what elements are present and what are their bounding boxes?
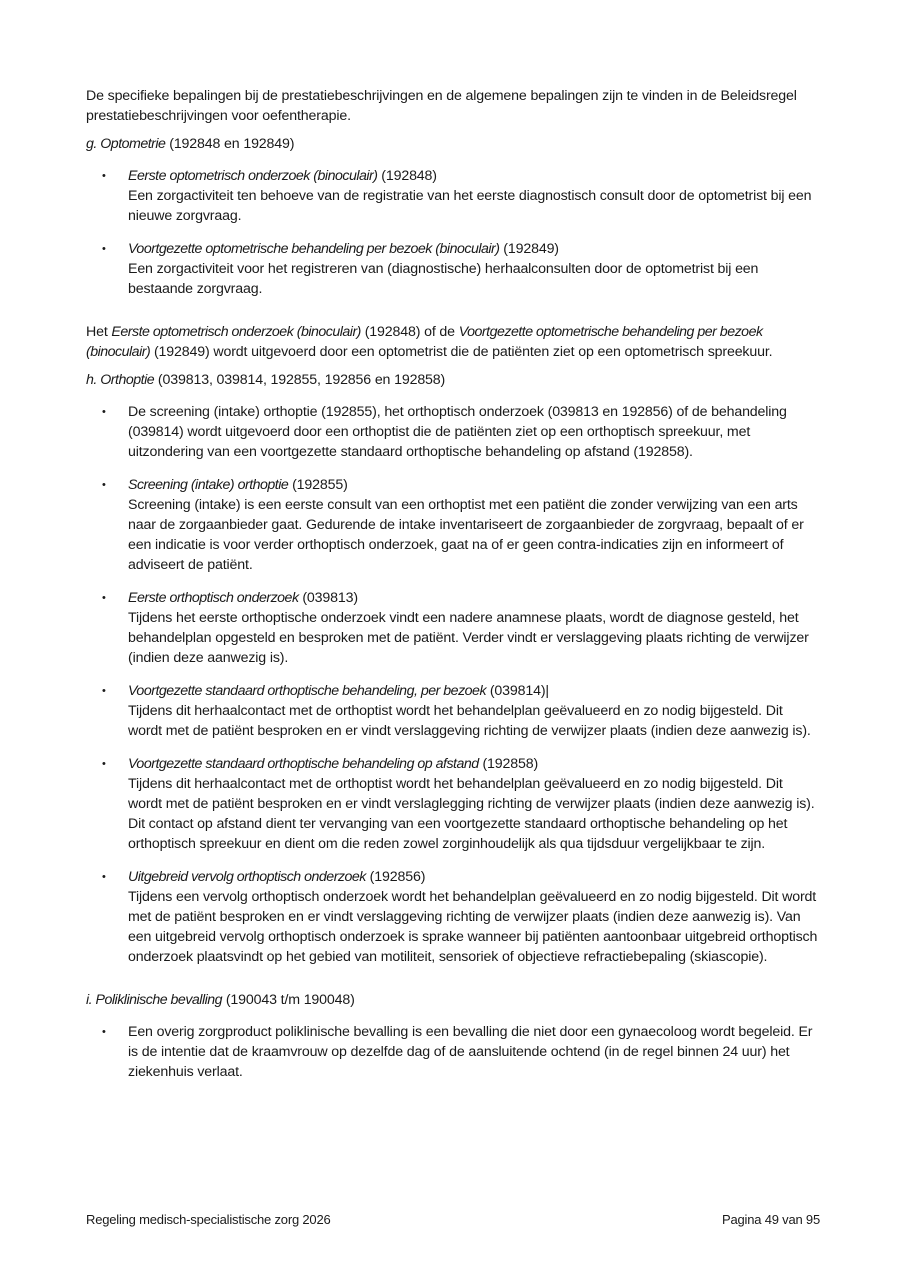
list-item: [86, 239, 820, 299]
bullet-icon: •: [102, 592, 106, 604]
item-text: Screening (intake) is een eerste consult van een orthoptist met een patiënt die zonder verwijzing van een arts naar de zorgaanbieder gaat. Gedurende de intake inventariseert de zorgaanbieder de zorgvraag, bepaalt of er een indicatie is voor verder orthoptisch onderzoek, gaat na of er geen contra-indicaties zijn en informeert of adviseert de patiënt.: [128, 497, 804, 573]
item-title: Screening (intake) orthoptie: [128, 477, 289, 493]
list-item: [86, 588, 820, 668]
item-code: (039813): [298, 590, 358, 606]
item-title: Voortgezette standaard orthoptische behandeling op afstand: [128, 756, 479, 772]
optometrie-note: [86, 322, 820, 362]
item-code: (192855): [288, 477, 348, 493]
list-item: [86, 1022, 820, 1082]
list-item: [86, 402, 820, 462]
bullet-icon: •: [102, 479, 106, 491]
optometrie-list: [86, 166, 820, 299]
item-code: (192856): [365, 869, 426, 885]
item-code: (192858): [478, 756, 539, 772]
document-page: [86, 86, 820, 1095]
item-text: Een zorgactiviteit ten behoeve van de registratie van het eerste diagnostisch consult door de optometrist bij een nieuwe zorgvraag.: [128, 188, 812, 224]
page-footer: [86, 1212, 820, 1227]
section-codes: (039813, 039814, 192855, 192856 en 192858): [154, 372, 446, 388]
list-item: [86, 754, 820, 854]
bevalling-list: [86, 1022, 820, 1082]
orthoptie-list: [86, 402, 820, 967]
bullet-icon: •: [102, 685, 106, 697]
item-code: (192848): [377, 168, 437, 184]
section-label: i. Poliklinische bevalling: [86, 992, 223, 1008]
bullet-icon: •: [102, 170, 106, 182]
item-text: Een overig zorgproduct poliklinische bevalling is een bevalling die niet door een gynaecoloog wordt begeleid. Er is de intentie dat de kraamvrouw op dezelfde dag of de aansluitende ochtend (in de regel binnen 24 uur) het ziekenhuis verlaat.: [128, 1024, 813, 1080]
item-code: (192849): [499, 241, 559, 257]
footer-document-title: Regeling medisch-specialistische zorg 2026: [86, 1212, 331, 1227]
section-codes: (190043 t/m 190048): [222, 992, 355, 1008]
item-title: Voortgezette optometrische behandeling per bezoek (binoculair): [128, 241, 500, 257]
section-heading-poliklinische-bevalling: [86, 990, 820, 1010]
item-title: Eerste optometrisch onderzoek (binoculair): [128, 168, 378, 184]
note-emphasis: Eerste optometrisch onderzoek (binoculair): [111, 324, 361, 340]
item-text: De screening (intake) orthoptie (192855), het orthoptisch onderzoek (039813 en 192856) of de behandeling (039814) wordt uitgevoerd door een orthoptist die de patiënten ziet op een orthoptisch spreekuur, met uitzondering van een voortgezette standaard orthoptische behandeling op afstand (192858).: [128, 404, 787, 460]
item-title: Voortgezette standaard orthoptische behandeling, per bezoek: [128, 683, 487, 699]
section-heading-orthoptie: [86, 370, 820, 390]
note-text: (192849) wordt uitgevoerd door een optometrist die de patiënten ziet op een optometrisch spreekuur.: [150, 344, 773, 360]
note-text: Het: [86, 324, 112, 340]
list-item: [86, 475, 820, 575]
item-text: Tijdens een vervolg orthoptisch onderzoek wordt het behandelplan geëvalueerd en zo nodig bijgesteld. Dit wordt met de patiënt besproken en er vindt verslaggeving richting de verwijzer plaats (indien deze aanwezig is). Van een uitgebreid vervolg orthoptisch onderzoek is sprake wanneer bij patiënten aantoonbaar uitgebreid orthoptisch onderzoek plaatsvindt op het gebied van motiliteit, sensoriek of objectieve refractiebepaling (skiascopie).: [128, 889, 818, 965]
bullet-icon: •: [102, 406, 106, 418]
section-label: g. Optometrie: [86, 136, 166, 152]
list-item: [86, 867, 820, 967]
footer-page-number: Pagina 49 van 95: [722, 1212, 820, 1227]
bullet-icon: •: [102, 1026, 106, 1038]
item-text: Tijdens het eerste orthoptische onderzoek vindt een nadere anamnese plaats, wordt de diagnose gesteld, het behandelplan opgesteld en besproken met de patiënt. Verder vindt er verslaggeving plaats richting de verwijzer (indien deze aanwezig is).: [128, 610, 809, 666]
list-item: [86, 681, 820, 741]
bullet-icon: •: [102, 758, 106, 770]
list-item: [86, 166, 820, 226]
item-text: Een zorgactiviteit voor het registreren van (diagnostische) herhaalconsulten door de optometrist bij een bestaande zorgvraag.: [128, 261, 759, 297]
item-text: Tijdens dit herhaalcontact met de orthoptist wordt het behandelplan geëvalueerd en zo nodig bijgesteld. Dit wordt met de patiënt besproken en er vindt verslaglegging richting de verwijzer plaats (indien deze aanwezig is). Dit contact op afstand dient ter vervanging van een voortgezette standaard orthoptische behandeling op het orthoptisch spreekuur en dient om die reden zowel zorginhoudelijk als qua tijdsduur vergelijkbaar te zijn.: [128, 776, 815, 852]
section-codes: (192848 en 192849): [165, 136, 295, 152]
note-text: (192848) of de: [360, 324, 459, 340]
item-title: Uitgebreid vervolg orthoptisch onderzoek: [128, 869, 366, 885]
item-title: Eerste orthoptisch onderzoek: [128, 590, 299, 606]
intro-paragraph: De specifieke bepalingen bij de prestatiebeschrijvingen en de algemene bepalingen zijn te vinden in de Beleidsregel prestatiebeschrijvingen voor oefentherapie.: [86, 88, 797, 124]
bullet-icon: •: [102, 871, 106, 883]
bullet-icon: •: [102, 243, 106, 255]
item-text: Tijdens dit herhaalcontact met de orthoptist wordt het behandelplan geëvalueerd en zo nodig bijgesteld. Dit wordt met de patiënt besproken en er vindt verslaggeving richting de verwijzer plaats (indien deze aanwezig is).: [128, 703, 811, 739]
section-heading-optometrie: [86, 134, 820, 154]
section-label: h. Orthoptie: [86, 372, 155, 388]
note-emphasis: Voortgezette optometrische behandeling per bezoek (binoculair): [86, 324, 763, 360]
item-code: (039814)|: [486, 683, 549, 699]
